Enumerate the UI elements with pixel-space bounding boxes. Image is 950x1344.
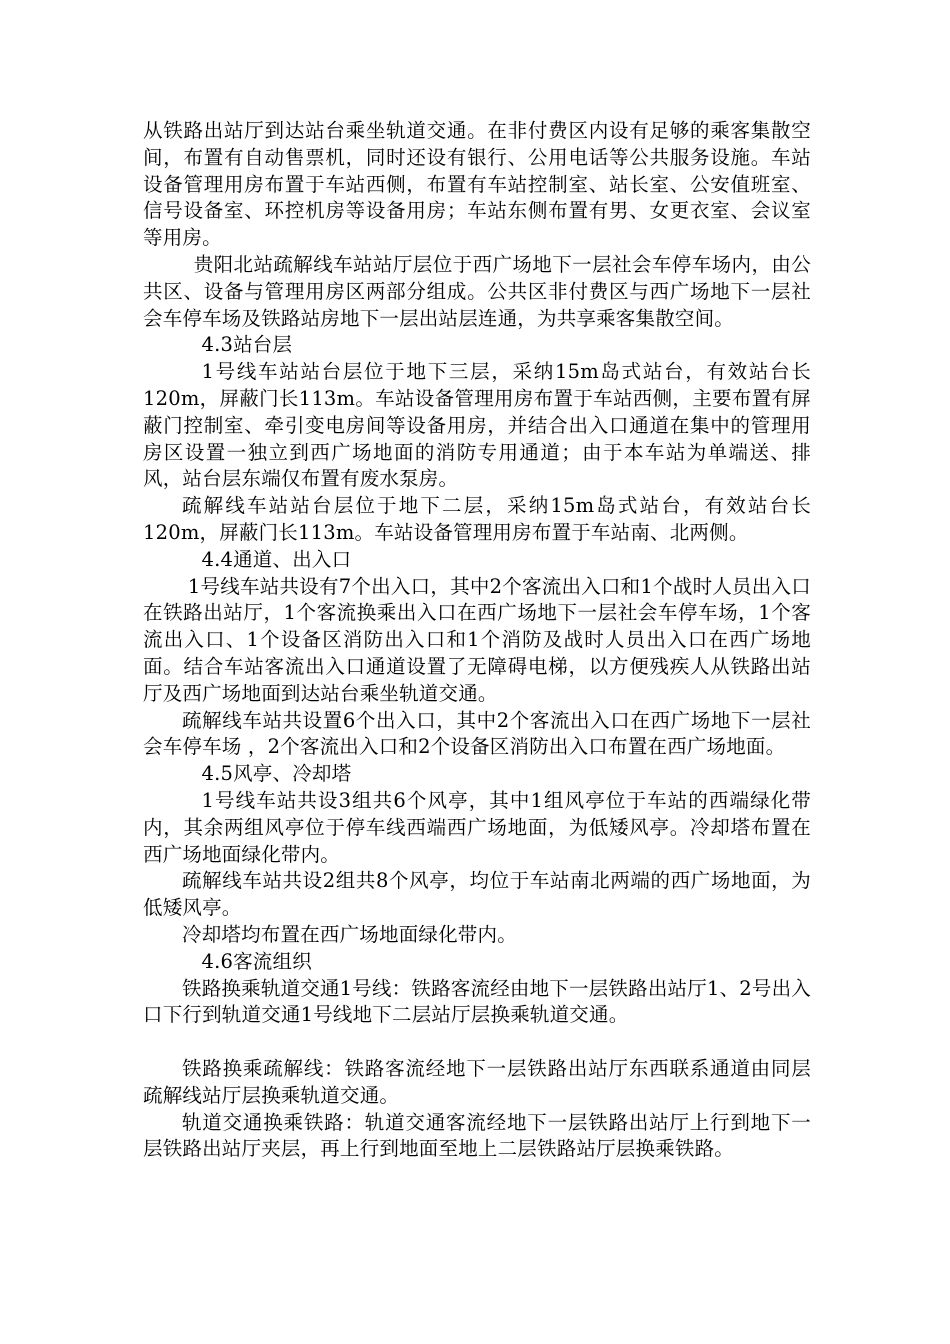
paragraph-relief-line-entrances: 疏解线车站共设置6个出入口，其中2个客流出入口在西广场地下一层社会车停车场 ，2个客流出入口和2个设备区消防出入口布置在西广场地面。 bbox=[143, 708, 811, 759]
paragraph-line1-entrances: 1号线车站共设有7个出入口，其中2个客流出入口和1个战时人员出入口在铁路出站厅，1个客流换乘出入口在西广场地下一层社会车停车场，1个客流出入口、1个设备区消防出入口和1个消防及战时人员出入口在西广场地面。结合车站客流出入口通道设置了无障碍电梯，以方便残疾人从铁路出站厅及西广场地面到达站台乘坐轨道交通。 bbox=[143, 574, 811, 705]
paragraph-rail-to-relief-line: 铁路换乘疏解线：铁路客流经地下一层铁路出站厅东西联系通道由同层疏解线站厅层换乘轨道交通。 bbox=[143, 1057, 811, 1107]
paragraph-relief-line-hall: 贵阳北站疏解线车站站厅层位于西广场地下一层社会车停车场内，由公共区、设备与管理用房区两部分组成。公共区非付费区与西广场地下一层社会车停车场及铁路站房地下一层出站层连通，为共享乘客集散空间。 bbox=[143, 252, 811, 330]
paragraph-line1-vents: 1号线车站共设3组共6个风亭，其中1组风亭位于车站的西端绿化带内，其余两组风亭位于停车线西端西广场地面，为低矮风亭。冷却塔布置在西广场地面绿化带内。 bbox=[143, 788, 811, 866]
paragraph-station-hall-continued: 从铁路出站厅到达站台乘坐轨道交通。在非付费区内设有足够的乘客集散空间，布置有自动售票机，同时还设有银行、公用电话等公共服务设施。车站设备管理用房布置于车站西侧，布置有车站控制室、站长室、公安值班室、信号设备室、环控机房等设备用房；车站东侧布置有男、女更衣室、会议室等用房。 bbox=[143, 119, 811, 250]
paragraph-relief-line-vents: 疏解线车站共设2组共8个风亭，均位于车站南北两端的西广场地面，为低矮风亭。 bbox=[143, 869, 811, 920]
paragraph-cooling-towers: 冷却塔均布置在西广场地面绿化带内。 bbox=[182, 922, 517, 946]
paragraph-transit-to-rail: 轨道交通换乘铁路：轨道交通客流经地下一层铁路出站厅上行到地下一层铁路出站厅夹层，再上行到地面至地上二层铁路站厅层换乘铁路。 bbox=[143, 1110, 811, 1161]
paragraph-line1-platform: 1号线车站站台层位于地下三层，采纳15m岛式站台，有效站台长120m，屏蔽门长113m。车站设备管理用房布置于车站西侧，主要布置有屏蔽门控制室、牵引变电房间等设备用房，并结合出入口通道在集中的管理用房区设置一独立到西广场地面的消防专用通道；由于本车站为单端送、排风，站台层东端仅布置有废水泵房。 bbox=[143, 360, 811, 491]
paragraph-relief-line-platform: 疏解线车站站台层位于地下二层，采纳15m岛式站台，有效站台长120m，屏蔽门长113m。车站设备管理用房布置于车站南、北两侧。 bbox=[143, 494, 811, 544]
heading-4-6: 4.6客流组织 bbox=[201, 949, 312, 973]
heading-4-4: 4.4通道、出入口 bbox=[201, 547, 352, 571]
paragraph-rail-to-line1: 铁路换乘轨道交通1号线：铁路客流经由地下一层铁路出站厅1、2号出入口下行到轨道交通1号线地下二层站厅层换乘轨道交通。 bbox=[143, 976, 811, 1027]
paragraph-gap bbox=[143, 1029, 811, 1056]
document-body bbox=[143, 118, 811, 1163]
heading-4-5: 4.5风亭、冷却塔 bbox=[201, 762, 352, 786]
heading-4-3: 4.3站台层 bbox=[201, 333, 293, 357]
